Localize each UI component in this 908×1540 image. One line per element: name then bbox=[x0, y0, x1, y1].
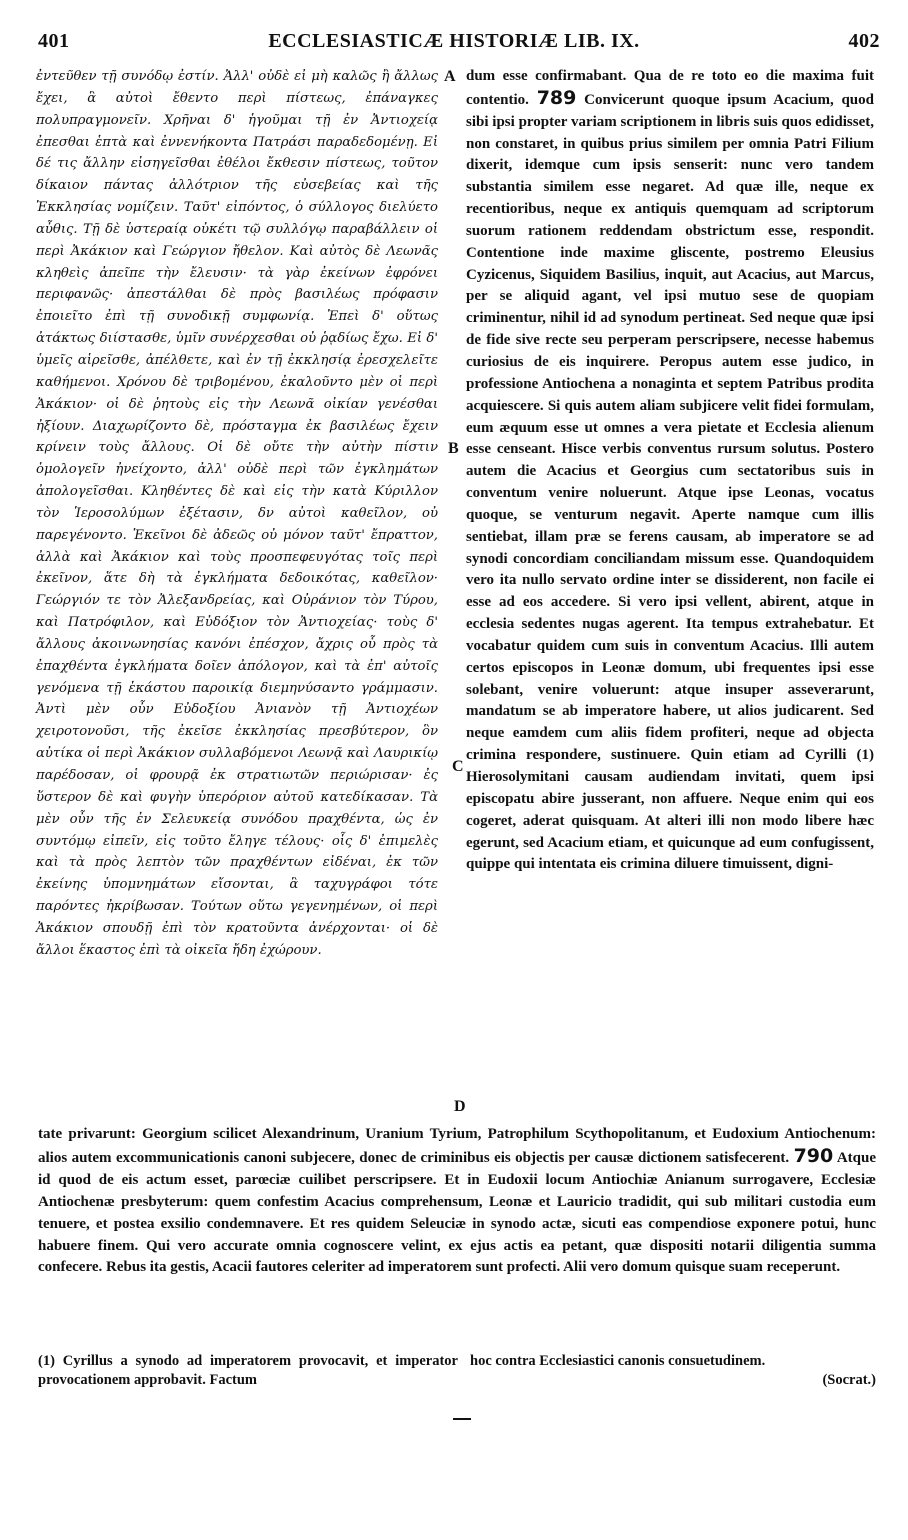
marker-a: A bbox=[444, 68, 456, 85]
latin-text-part-1: dum esse confirmabant. Qua de re toto eo die maxima fuit contentio. bbox=[466, 68, 874, 108]
column-number-789: 789 bbox=[536, 86, 577, 109]
greek-text: ἐντεῦθεν τῇ συνόδῳ ἐστίν. Ἀλλ' οὐδὲ εἰ μὴ καλῶς ἢ ἄλλως ἔχει, ἃ αὐτοὶ ἔθεντο περὶ πίστεως, ἐπάναγκες πολυπραγμονεῖν. Χρῆναι δ' ἡγοῦμαι τῇ ἐν Ἀντιοχείᾳ ἐπεσθαι ἑπτὰ καὶ ἐννενήκοντα Πατράσι παραδεδομένῃ. Εἰ δέ τις ἄλλην εἰσηγεῖσθαι ἐθέλοι ἔκθεσιν πίστεως, τοῦτον δίκαιον πάντας ἀλλότριον τῆς εὐσεβείας καὶ τῆς Ἐκκλησίας νομίζειν. Ταῦτ' εἰπόντος, ὁ σύλλογος διελύετο αὖθις. Τῇ δὲ ὑστεραίᾳ οὐκέτι τῷ συλλόγῳ παραβάλλειν οἱ περὶ Ἀκάκιον καὶ Γεώργιον ἤθελον. Καὶ αὐτὸς δὲ Λεωνᾶς κληθεὶς ἀπεῖπε τὴν ἔλευσιν· τὰ γὰρ ἐκείνων ἐφρόνει περιφανῶς· ἀπεστάλθαι δὲ πρὸς βασιλέως πρόφασιν ἐποιεῖτο ἐπὶ τῇ συνοδικῇ συμφωνίᾳ. Ἐπεὶ δ' οὕτως ἀτάκτως διίστασθε, ὑμῖν συνέρχεσθαι οὐ ῥᾳδίως ἔχω. Εἰ δ' ὑμεῖς αἱρεῖσθε, ἀπέλθετε, καὶ ἐν τῇ ἐκκλησίᾳ ἐρεσχελεῖτε καθήμενοι. Χρόνου δὲ τριβομένου, ἐκαλοῦντο μὲν οἱ περὶ Ἀκάκιον· οἱ δὲ ῥητοὺς εἰς τὴν Λεωνᾶ οἰκίαν γενέσθαι ἠξίουν. Διαχωρίζοντο δὲ, πρόσταγμα ἐκ βασιλέως ἔχειν κρίνειν τοὺς ἄλλους. Οἱ δὲ οὔτε τὴν αὐτὴν πίστιν ὁμολογεῖν ἠνείχοντο, ἀλλ' οὐδὲ περὶ τῶν ἐγκλημάτων ἀπολογεῖσθαι. Κληθέντες δὲ καὶ εἰς τὴν κατὰ Κύριλλον τὸν Ἱεροσολύμων ἐξέτασιν, δν αὐτοὶ καθεῖλον, οὐ παρεγένοντο. Ἐκεῖνοι δὲ ἀδεῶς οὐ μόνον ταῦτ' ἔπραττον, ἀλλὰ καὶ Ἀκάκιον καὶ τοὺς προσπεφευγότας τοῖς περὶ ἐκεῖνον, ἅτε δὴ τὰ ἐγκλήματα δεδοικότας, καθεῖλον· Γεώργιόν τε τὸν Ἀλεξανδρείας, καὶ Οὐράνιον τὸν Τύρου, καὶ Πατρόφιλον, καὶ Εὐδόξιον τὸν Ἀντιοχείας· τοὺς δ' ἄλλους ἀκοινωνησίας κανόνι ἐπέσχον, ἄχρις οὗ πρὸς τὰ ἐπαχθέντα ἐγκλήματα δοῖεν ἀπόλογον, καὶ τὰ ἐπ' αὐτοῖς γενόμενα τῇ ἑκάστου παροικίᾳ διεμηνύσαντο γράμμασιν. Ἀντὶ μὲν οὖν Εὐδοξίου Ἀνιανὸν τῇ Ἀντιοχέων χειροτονοῦσι, τῆς ἐκεῖσε ἐκκλησίας πρεσβύτερον, ὃν αὐτίκα οἱ περὶ Ἀκάκιον συλλαβόμενοι Λεωνᾷ καὶ Λαυρικίῳ παρέδοσαν, οἱ φρουρᾷ ἐκ στρατιωτῶν περιώρισαν· ἐς ὕστερον δὲ καὶ φυγὴν ὑπερόριον αὐτοῦ κατεδίκασαν. Τὰ μὲν οὖν τῆς ἐν Σελευκείᾳ συνόδου πραχθέντα, ὡς ἐν συντόμῳ εἰπεῖν, εἰς τοῦτο ἔληγε τέλους· οἷς δ' ἐπιμελὲς καὶ τὰ πρὸς λεπτὸν τῶν πραχθέντων εἰδέναι, ἐκ τῶν ἐκείνης ὑπομνημάτων εἴσονται, ἃ ταχυγράφοι τότε παρόντες ἠκρίβωσαν. Τούτων οὕτω γεγενημένων, οἱ περὶ Ἀκάκιον σπουδῇ ἐπὶ τὸν κρατοῦντα ἀνέρχονται· οἱ δὲ ἄλλοι ἕκαστος ἐπὶ τὰ οἰκεῖα ἤδη ἐχώρουν. bbox=[36, 69, 438, 958]
column-number-790: 790 bbox=[793, 1144, 834, 1167]
footnote-right bbox=[470, 1352, 876, 1390]
bottom-rule bbox=[453, 1418, 471, 1420]
footnote-source: (Socrat.) bbox=[822, 1372, 876, 1388]
footnote-left: (1) Cyrillus a synodo ad imperatorem provocavit, et imperator provocationem approbavit. Factum bbox=[38, 1353, 458, 1388]
latin-text-part-2: Convicerunt quoque ipsum Acacium, quod sibi ipsi propter variam scriptionem in libris suis quos edidisset, non constaret, in quibus prius similem per omnia Patri Filium dixerit, idemque cum ipsis senserit: nunc vero tandem substantia similem esse negaret. Ad quæ ille, neque ex recentioribus, neque ex antiquis quemquam ad scriptorum suorum rationem reddendam obstrictum esse, respondit. Contentione inde maxime gliscente, postremo Eleusius Cyzicenus, Siquidem Basilius, inquit, aut Acacius, aut Marcus, per se aliquid agant, vel ipsi mutuo sese de quopiam criminentur, nihil id ad synodum pertineat. Sed neque quæ ipsi de fide sive recte seu perperam perscripsere, necesse habemus curiosius de eis inquirere. Peropus autem esse judico, in professione Antiochena a nonaginta et septem Patribus prodita acquiescere. Si quis autem aliam subjicere velit fidei formulam, eum æquum esse ut omnes a vera pietate et Ecclesia alienum esse censeant. Hisce verbis conventus rursum solutus. Postero autem die Acacius et Georgius cum sectatoribus suis in conventum venire noluerunt. Atque ipse Leonas, vocatus quoque, se venturum negavit. Aperte namque cum illis sentiebat, illam præ se ferens causam, ab imperatore se ad synodi concordiam conciliandam missum esse. Quandoquidem vero ita nullo servato ordine inter se dissiderent, non facile ei esse ad eos accedere. Si vero ipsi vellent, abirent, atque in ecclesia sedentes nugas agerent. Ita tempus extrahebatur. Et vocabatur quidem cum suis in conventum Acacius. Illi autem certos episcopos in Leonæ domum, ubi frequentes ipsi esse solebant, venire voluerunt: atque insuper asseverarunt, mandatum se ab imperatore habere, ut alios judicarent. Sed neque eamdem cum aliis fidem profiteri, neque ad objecta crimina respondere, sustinuere. Quin etiam ad Cyrilli (1) Hierosolymitani causam audiendam invitati, quem ipsi episcopatu abire jusserant, non affuere. Neque enim qui eos cogeret, aderat quisquam. At alteri illi non modo libere hæc egerunt, sed Acacium etiam, et quicunque ad eum confugissent, quippe qui intentata eis crimina diluere timuissent, digni- bbox=[466, 91, 874, 873]
marker-d: D bbox=[454, 1098, 466, 1115]
continuation-paragraph bbox=[38, 1124, 876, 1279]
running-title: ECCLESIASTICÆ HISTORIÆ LIB. IX. bbox=[268, 30, 640, 52]
right-page-number: 402 bbox=[848, 30, 880, 52]
continuation-text-part-2: Atque id quod de eis actum esset, parœciæ cuilibet perscripsere. Et in Eudoxii locum Antiochiæ Anianum surrogavere, Ecclesiæ Antiochenæ presbyterum: quem confestim Acacius comprehensum, Leonæ et Lauricio tradidit, qui sub militari custodia eum tenuere, et postea exsilio condemnavere. Et res quidem Seleuciæ in synodo actæ, sicuti eas compendiose exponere potui, hunc habuere finem. Qui vero accurate omnia cognoscere velint, ex ejus actis ea petant, quæ dispositi notarii diligentia summa confecere. Rebus ita gestis, Acacii fautores celeriter ad imperatorem sunt profecti. Alii vero domum quisque suam receperunt. bbox=[38, 1149, 876, 1276]
greek-column bbox=[36, 66, 438, 962]
marker-b: B bbox=[448, 440, 459, 457]
latin-column bbox=[466, 66, 874, 876]
footnote-right-text: hoc contra Ecclesiastici canonis consuetudinem. bbox=[470, 1353, 766, 1369]
left-page-number: 401 bbox=[38, 30, 70, 52]
continuation-text-part-1: tate privarunt: Georgium scilicet Alexandrinum, Uranium Tyrium, Patrophilum Scythopolitanum, et Eudoxium Antiochenum: alios autem excommunicationis canoni subjecere, donec de criminibus eis objectis per causæ dictionem satisfecerent. bbox=[38, 1126, 876, 1166]
latin-paragraph bbox=[466, 66, 874, 876]
marker-c: C bbox=[452, 758, 464, 775]
